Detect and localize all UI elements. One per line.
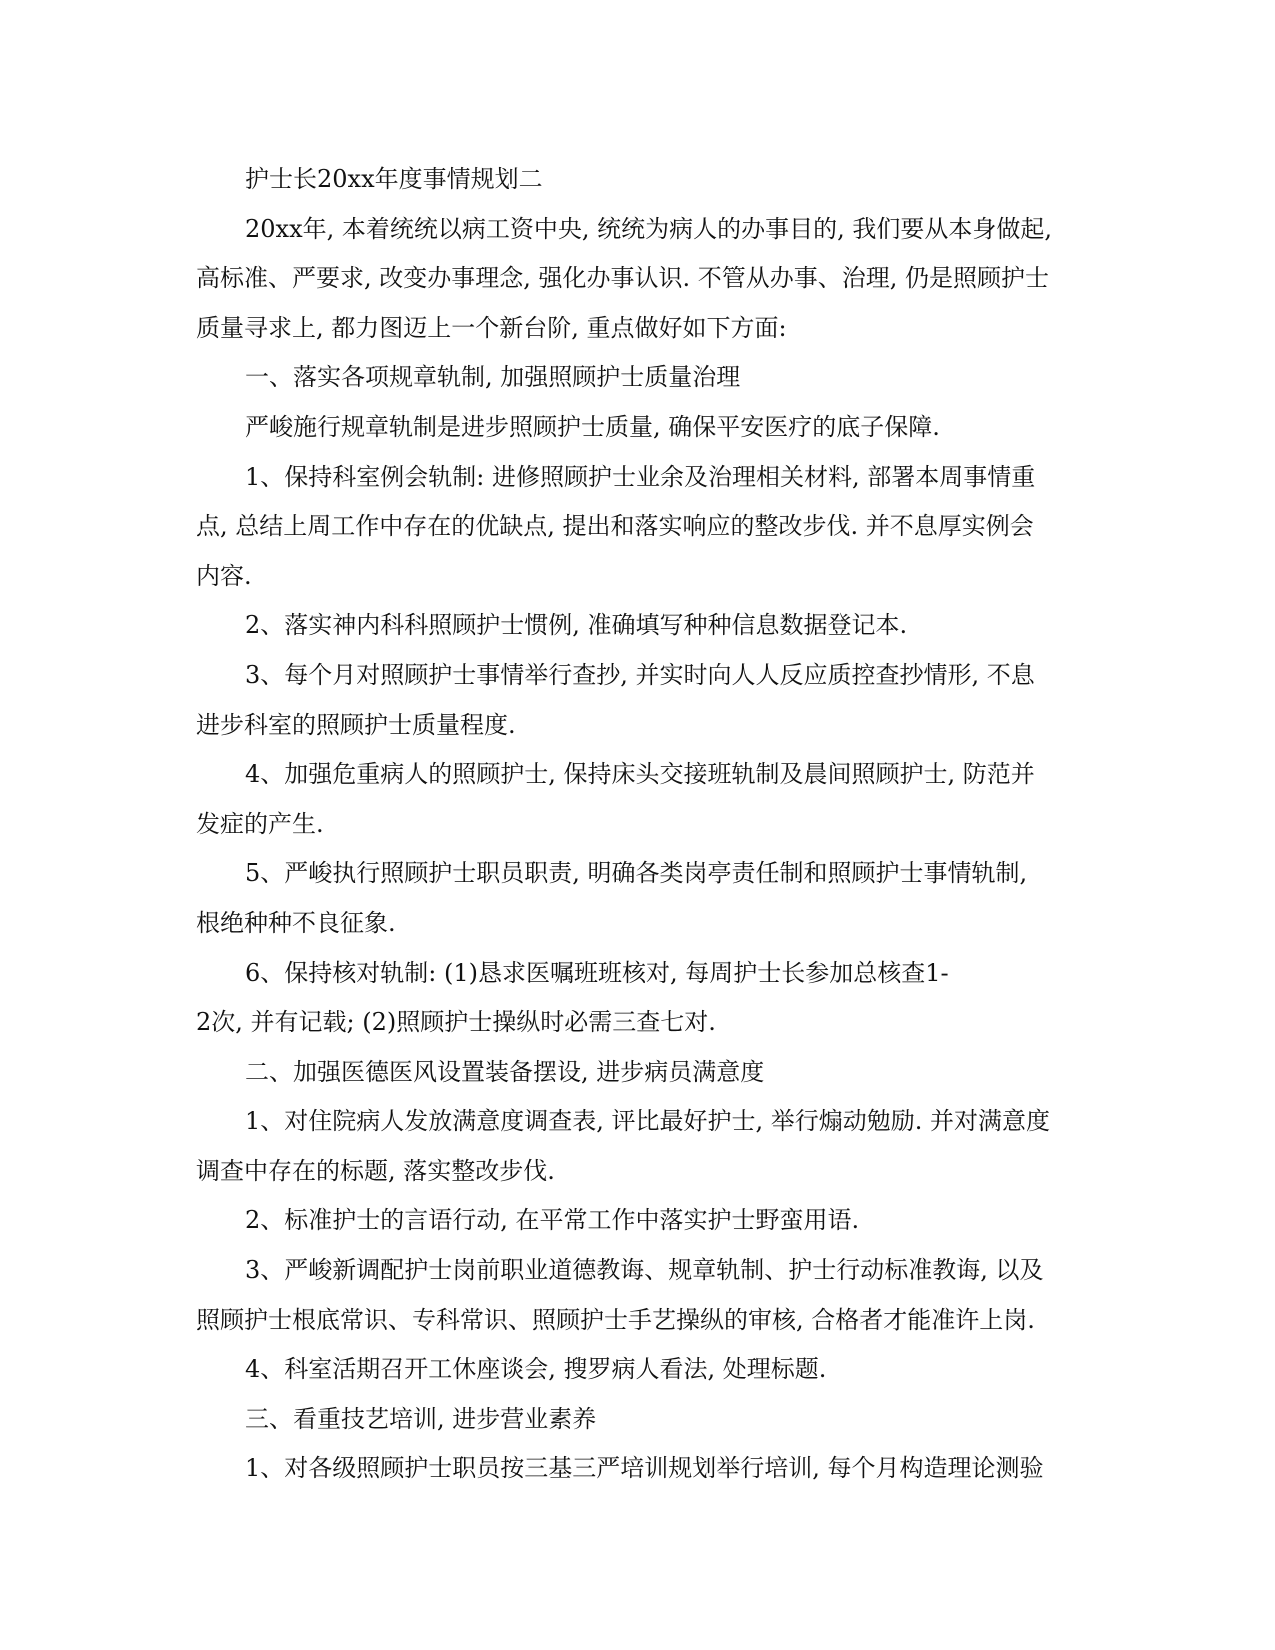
list-item: 1、保持科室例会轨制: 进修照顾护士业余及治理相关材料, 部署本周事情重 (245, 462, 1036, 491)
document-title: 护士长20xx年度事情规划二 (245, 165, 543, 193)
text-line: 调查中存在的标题, 落实整改步伐. (196, 1156, 555, 1185)
list-item: 4、科室活期召开工休座谈会, 搜罗病人看法, 处理标题. (245, 1355, 827, 1384)
section-heading: 三、看重技艺培训, 进步营业素养 (245, 1404, 597, 1433)
text-line: 严峻施行规章轨制是进步照顾护士质量, 确保平安医疗的底子保障. (245, 412, 940, 441)
text-line: 进步科室的照顾护士质量程度. (196, 710, 516, 739)
text-line: 根绝种种不良征象. (196, 908, 396, 937)
document-body (196, 155, 1076, 1494)
section-heading: 一、落实各项规章轨制, 加强照顾护士质量治理 (245, 363, 741, 392)
list-item: 1、对住院病人发放满意度调查表, 评比最好护士, 举行煽动勉励. 并对满意度 (245, 1107, 1051, 1136)
text-line: 内容. (196, 561, 252, 590)
list-item: 3、严峻新调配护士岗前职业道德教诲、规章轨制、护士行动标准教诲, 以及 (245, 1256, 1044, 1285)
section-heading: 二、加强医德医风设置装备摆设, 进步病员满意度 (245, 1057, 765, 1086)
text-line: 照顾护士根底常识、专科常识、照顾护士手艺操纵的审核, 合格者才能准许上岗. (196, 1305, 1035, 1334)
list-item: 4、加强危重病人的照顾护士, 保持床头交接班轨制及晨间照顾护士, 防范并 (245, 760, 1035, 789)
text-line: 20xx年, 本着统统以病工资中央, 统统为病人的办事目的, 我们要从本身做起, (245, 214, 1053, 243)
list-item: 6、保持核对轨制: (1)恳求医嘱班班核对, 每周护士长参加总核查1- (245, 958, 949, 987)
list-item: 2、标准护士的言语行动, 在平常工作中落实护士野蛮用语. (245, 1206, 860, 1235)
text-line: 质量寻求上, 都力图迈上一个新台阶, 重点做好如下方面: (196, 313, 787, 342)
text-line: 高标准、严要求, 改变办事理念, 强化办事认识. 不管从办事、治理, 仍是照顾护士 (196, 264, 1050, 293)
list-item: 5、严峻执行照顾护士职员职责, 明确各类岗亭责任制和照顾护士事情轨制, (245, 859, 1028, 888)
list-item: 3、每个月对照顾护士事情举行查抄, 并实时向人人反应质控查抄情形, 不息 (245, 660, 1035, 689)
text-line: 发症的产生. (196, 809, 324, 838)
text-line: 点, 总结上周工作中存在的优缺点, 提出和落实响应的整改步伐. 并不息厚实例会 (196, 512, 1034, 541)
list-item: 2、落实神内科科照顾护士惯例, 准确填写种种信息数据登记本. (245, 611, 908, 640)
text-line: 2次, 并有记载; (2)照顾护士操纵时必需三查七对. (196, 1008, 716, 1037)
list-item: 1、对各级照顾护士职员按三基三严培训规划举行培训, 每个月构造理论测验 (245, 1454, 1044, 1483)
